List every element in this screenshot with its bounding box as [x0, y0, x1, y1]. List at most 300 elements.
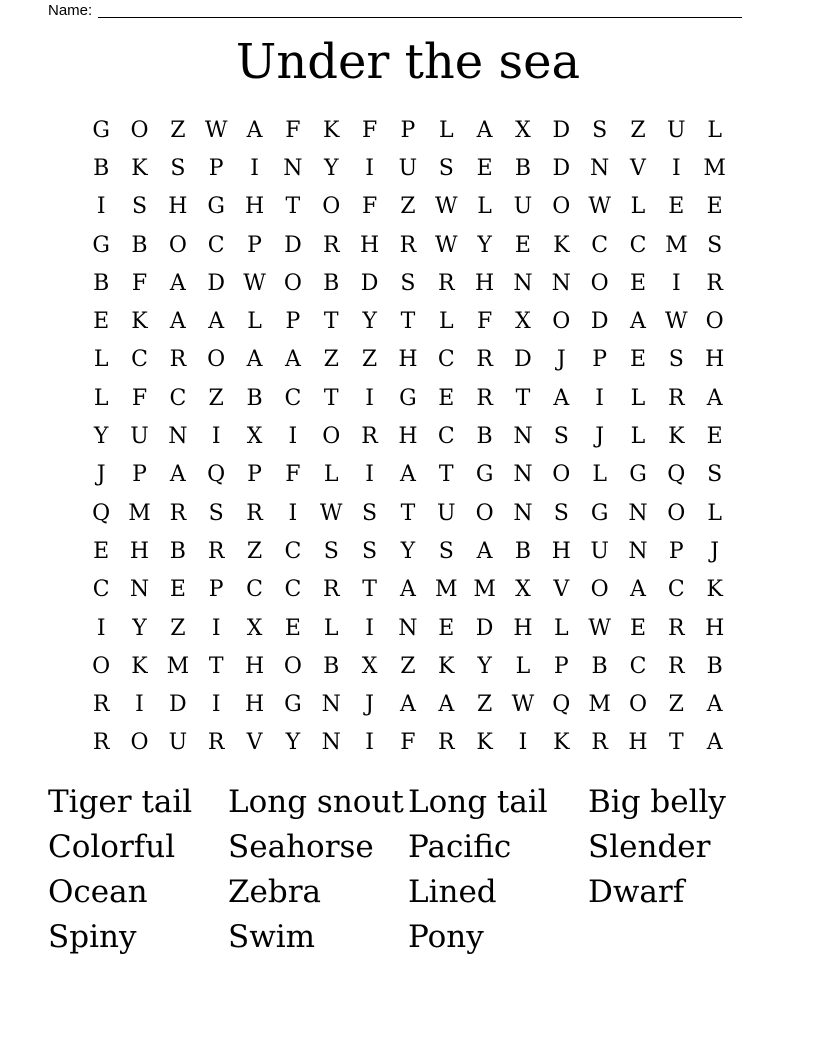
grid-cell[interactable]: Z	[400, 653, 416, 679]
grid-cell[interactable]: B	[169, 538, 186, 564]
grid-cell[interactable]: N	[398, 615, 418, 641]
grid-cell[interactable]: O	[283, 270, 302, 296]
word-list-item: Slender	[588, 829, 711, 865]
grid-cell[interactable]: O	[322, 194, 341, 220]
grid-cell[interactable]: B	[476, 424, 493, 450]
grid-cell[interactable]: O	[552, 462, 571, 488]
word-list-item: Seahorse	[228, 829, 374, 865]
grid-cell[interactable]: R	[476, 385, 493, 411]
grid-cell[interactable]: R	[92, 730, 110, 756]
grid-cell[interactable]: I	[365, 155, 374, 181]
grid-cell[interactable]: H	[475, 270, 495, 296]
grid-cell[interactable]: E	[93, 309, 110, 335]
grid-cell[interactable]: L	[630, 194, 646, 220]
grid-cell[interactable]: I	[671, 155, 681, 181]
grid-cell[interactable]: H	[705, 615, 725, 641]
grid-cell[interactable]: H	[129, 538, 150, 564]
grid-cell[interactable]: D	[360, 270, 379, 296]
grid-cell[interactable]: R	[668, 615, 685, 641]
grid-cell[interactable]: M	[473, 577, 496, 603]
grid-cell[interactable]: S	[553, 424, 569, 450]
grid-cell[interactable]: Q	[92, 500, 111, 526]
grid-cell[interactable]: N	[283, 155, 303, 181]
name-underline[interactable]	[98, 3, 742, 18]
grid-cell[interactable]: A	[706, 385, 723, 411]
grid-cell[interactable]: H	[705, 347, 725, 373]
grid-cell[interactable]: R	[668, 385, 685, 411]
grid-cell[interactable]: P	[668, 538, 684, 564]
grid-cell[interactable]: N	[129, 577, 150, 603]
grid-cell[interactable]: D	[284, 232, 302, 258]
grid-cell[interactable]: N	[628, 538, 648, 564]
grid-cell[interactable]: L	[630, 424, 646, 450]
grid-cell[interactable]: C	[169, 385, 187, 411]
grid-cell[interactable]: A	[438, 692, 455, 718]
grid-cell[interactable]: L	[477, 194, 492, 220]
grid-cell[interactable]: F	[476, 309, 493, 335]
grid-cell[interactable]: O	[705, 309, 724, 335]
grid-cell[interactable]: X	[246, 424, 263, 450]
grid-cell[interactable]: N	[513, 424, 533, 450]
grid-cell[interactable]: K	[131, 155, 148, 181]
grid-cell[interactable]: U	[130, 424, 149, 450]
grid-cell[interactable]: I	[365, 730, 374, 756]
grid-cell[interactable]: T	[285, 194, 301, 220]
grid-cell[interactable]: L	[707, 500, 722, 526]
grid-cell[interactable]: S	[400, 270, 416, 296]
grid-cell[interactable]: M	[703, 155, 726, 181]
grid-cell[interactable]: C	[284, 577, 302, 603]
grid-cell[interactable]: P	[208, 155, 224, 181]
grid-cell[interactable]: O	[92, 653, 111, 679]
grid-cell[interactable]: Y	[362, 309, 377, 335]
grid-cell[interactable]: K	[706, 577, 723, 603]
grid-cell[interactable]: C	[667, 577, 685, 603]
grid-cell[interactable]: O	[552, 309, 571, 335]
grid-cell[interactable]: A	[169, 309, 186, 335]
grid-cell[interactable]: T	[400, 500, 416, 526]
grid-cell[interactable]: A	[476, 117, 493, 143]
grid-cell[interactable]: A	[399, 692, 416, 718]
grid-cell[interactable]: X	[515, 117, 531, 143]
grid-cell[interactable]: A	[284, 347, 301, 373]
grid-cell[interactable]: V	[246, 730, 263, 756]
grid-cell[interactable]: S	[131, 194, 148, 220]
grid-cell[interactable]: Y	[132, 615, 147, 641]
grid-cell[interactable]: W	[434, 194, 458, 220]
grid-cell[interactable]: W	[434, 232, 458, 258]
grid-cell[interactable]: W	[588, 194, 611, 220]
grid-cell[interactable]: S	[362, 500, 378, 526]
name-label: Name:	[48, 2, 93, 19]
grid-cell[interactable]: Z	[630, 117, 646, 143]
grid-cell[interactable]: K	[323, 117, 340, 143]
grid-cell[interactable]: L	[323, 462, 339, 488]
grid-cell[interactable]: S	[323, 538, 339, 564]
grid-cell[interactable]: O	[130, 730, 149, 756]
grid-cell[interactable]: H	[551, 538, 571, 564]
grid-cell[interactable]: C	[284, 385, 302, 411]
grid-cell[interactable]: Z	[400, 194, 416, 220]
grid-cell[interactable]: H	[513, 615, 533, 641]
grid-cell[interactable]: V	[553, 577, 570, 603]
grid-cell[interactable]: A	[169, 270, 186, 296]
grid-cell[interactable]: K	[553, 232, 570, 258]
grid-cell[interactable]: S	[707, 462, 723, 488]
grid-cell[interactable]: N	[513, 500, 533, 526]
grid-cell[interactable]: R	[207, 730, 225, 756]
grid-cell[interactable]: O	[322, 424, 341, 450]
grid-cell[interactable]: L	[438, 117, 454, 143]
grid-cell[interactable]: R	[169, 347, 187, 373]
grid-cell[interactable]: H	[244, 692, 265, 718]
grid-cell[interactable]: P	[553, 653, 569, 679]
grid-cell[interactable]: W	[665, 309, 688, 335]
grid-cell[interactable]: L	[515, 653, 531, 679]
word-list-item: Pony	[408, 919, 484, 955]
grid-cell[interactable]: P	[247, 462, 262, 488]
grid-cell[interactable]: O	[283, 653, 302, 679]
grid-cell[interactable]: I	[365, 615, 374, 641]
grid-cell[interactable]: A	[399, 462, 416, 488]
grid-cell[interactable]: Y	[400, 538, 416, 564]
grid-cell[interactable]: O	[168, 232, 187, 258]
grid-cell[interactable]: G	[92, 117, 110, 143]
grid-cell[interactable]: B	[323, 270, 340, 296]
grid-cell[interactable]: F	[131, 270, 148, 296]
grid-cell[interactable]: C	[629, 653, 647, 679]
grid-cell[interactable]: P	[208, 577, 224, 603]
grid-cell[interactable]: A	[208, 309, 225, 335]
grid-cell[interactable]: S	[707, 232, 723, 258]
grid-cell[interactable]: N	[513, 270, 533, 296]
grid-cell[interactable]: L	[247, 309, 262, 335]
grid-cell[interactable]: E	[668, 194, 685, 220]
grid-cell[interactable]: R	[706, 270, 723, 296]
grid-cell[interactable]: E	[629, 347, 647, 373]
grid-cell[interactable]: I	[96, 194, 106, 220]
grid-cell[interactable]: L	[323, 615, 339, 641]
grid-cell[interactable]: N	[551, 270, 571, 296]
grid-cell[interactable]: N	[321, 730, 341, 756]
grid-cell[interactable]: I	[211, 615, 221, 641]
grid-cell[interactable]: E	[438, 615, 455, 641]
grid-cell[interactable]: T	[438, 462, 454, 488]
grid-cell[interactable]: Q	[667, 462, 686, 488]
grid-cell[interactable]: E	[284, 615, 301, 641]
grid-cell[interactable]: D	[552, 117, 571, 143]
grid-cell[interactable]: O	[130, 117, 149, 143]
grid-cell[interactable]: R	[476, 347, 493, 373]
grid-cell[interactable]: D	[169, 692, 187, 718]
grid-cell[interactable]: W	[204, 117, 228, 143]
grid-cell[interactable]: P	[132, 462, 147, 488]
grid-cell[interactable]: O	[590, 577, 609, 603]
grid-cell[interactable]: F	[285, 462, 301, 488]
grid-cell[interactable]: Y	[285, 730, 301, 756]
grid-cell[interactable]: E	[93, 538, 110, 564]
grid-cell[interactable]: O	[207, 347, 226, 373]
grid-cell[interactable]: C	[284, 538, 302, 564]
grid-cell[interactable]: M	[166, 653, 190, 679]
grid-cell[interactable]: X	[515, 577, 531, 603]
grid-cell[interactable]: A	[553, 385, 570, 411]
grid-cell[interactable]: L	[93, 385, 109, 411]
grid-cell[interactable]: R	[92, 692, 110, 718]
grid-cell[interactable]: B	[93, 270, 110, 296]
grid-cell[interactable]: G	[284, 692, 302, 718]
grid-cell[interactable]: U	[513, 194, 533, 220]
grid-cell[interactable]: A	[476, 538, 493, 564]
grid-cell[interactable]: R	[246, 500, 263, 526]
grid-cell[interactable]: R	[169, 500, 187, 526]
grid-cell[interactable]: G	[207, 194, 225, 220]
grid-cell[interactable]: A	[706, 730, 723, 756]
grid-cell[interactable]: G	[399, 385, 417, 411]
grid-cell[interactable]: C	[629, 232, 647, 258]
grid-cell[interactable]: C	[437, 424, 455, 450]
grid-cell[interactable]: G	[92, 232, 110, 258]
grid-cell[interactable]: J	[556, 347, 566, 373]
grid-cell[interactable]: X	[361, 653, 378, 679]
grid-cell[interactable]: E	[438, 385, 455, 411]
grid-cell[interactable]: E	[629, 615, 647, 641]
grid-cell[interactable]: H	[398, 347, 418, 373]
grid-cell[interactable]: X	[246, 615, 263, 641]
grid-cell[interactable]: T	[323, 309, 339, 335]
grid-cell[interactable]: Q	[207, 462, 226, 488]
grid-cell[interactable]: B	[514, 155, 532, 181]
grid-cell[interactable]: P	[285, 309, 301, 335]
grid-cell[interactable]: I	[211, 692, 221, 718]
grid-cell[interactable]: A	[706, 692, 723, 718]
grid-cell[interactable]: B	[246, 385, 263, 411]
grid-cell[interactable]: O	[667, 500, 686, 526]
grid-cell[interactable]: T	[323, 385, 339, 411]
grid-cell[interactable]: G	[629, 462, 647, 488]
grid-cell[interactable]: R	[361, 424, 378, 450]
grid-cell[interactable]: D	[514, 347, 532, 373]
grid-cell[interactable]: W	[511, 692, 535, 718]
grid-cell[interactable]: M	[665, 232, 688, 258]
grid-cell[interactable]: S	[438, 155, 454, 181]
grid-cell[interactable]: S	[362, 538, 378, 564]
grid-cell[interactable]: J	[365, 692, 374, 718]
grid-cell[interactable]: K	[553, 730, 570, 756]
grid-cell[interactable]: F	[131, 385, 148, 411]
grid-cell[interactable]: D	[590, 309, 609, 335]
word-list-item: Pacific	[408, 829, 512, 865]
grid-cell[interactable]: X	[515, 309, 531, 335]
grid-cell[interactable]: M	[435, 577, 458, 603]
grid-cell[interactable]: U	[398, 155, 418, 181]
grid-cell[interactable]: R	[437, 730, 455, 756]
grid-cell[interactable]: R	[591, 730, 608, 756]
grid-cell[interactable]: R	[322, 232, 340, 258]
grid-cell[interactable]: U	[590, 538, 609, 564]
name-field[interactable]	[48, 0, 742, 18]
grid-cell[interactable]: Z	[323, 347, 339, 373]
grid-cell[interactable]: N	[168, 424, 188, 450]
grid-cell[interactable]: P	[400, 117, 416, 143]
grid-cell[interactable]: C	[131, 347, 148, 373]
grid-cell[interactable]: N	[590, 155, 610, 181]
grid-cell[interactable]: W	[319, 500, 343, 526]
grid-cell[interactable]: Y	[477, 232, 492, 258]
grid-cell[interactable]: E	[706, 194, 723, 220]
grid-cell[interactable]: I	[365, 385, 374, 411]
grid-cell[interactable]: N	[628, 500, 648, 526]
grid-cell[interactable]: D	[207, 270, 226, 296]
grid-cell[interactable]: P	[247, 232, 262, 258]
grid-cell[interactable]: W	[588, 615, 611, 641]
grid-cell[interactable]: I	[211, 424, 221, 450]
grid-cell[interactable]: S	[438, 538, 454, 564]
grid-cell[interactable]: I	[96, 615, 106, 641]
grid-cell[interactable]: E	[629, 270, 647, 296]
grid-cell[interactable]: Z	[170, 117, 186, 143]
grid-cell[interactable]: J	[96, 462, 106, 488]
grid-cell[interactable]: H	[168, 194, 188, 220]
grid-cell[interactable]: U	[436, 500, 456, 526]
grid-cell[interactable]: U	[667, 117, 686, 143]
grid-cell[interactable]: V	[630, 155, 646, 181]
grid-cell[interactable]: M	[588, 692, 611, 718]
grid-cell[interactable]: R	[322, 577, 340, 603]
grid-cell[interactable]: Z	[208, 385, 224, 411]
grid-cell[interactable]: K	[668, 424, 685, 450]
grid-cell[interactable]: Z	[668, 692, 684, 718]
grid-cell[interactable]: H	[359, 232, 380, 258]
grid-cell[interactable]: C	[207, 232, 225, 258]
grid-cell[interactable]: D	[552, 155, 571, 181]
grid-cell[interactable]: A	[246, 347, 263, 373]
grid-cell[interactable]: Y	[477, 653, 492, 679]
grid-cell[interactable]: F	[400, 730, 416, 756]
grid-cell[interactable]: I	[135, 692, 144, 718]
grid-cell[interactable]: T	[515, 385, 531, 411]
grid-cell[interactable]: F	[285, 117, 301, 143]
grid-cell[interactable]: I	[365, 462, 374, 488]
grid-cell[interactable]: H	[398, 424, 418, 450]
grid-cell[interactable]: C	[591, 232, 609, 258]
grid-cell[interactable]: M	[128, 500, 151, 526]
grid-cell[interactable]: L	[438, 309, 454, 335]
grid-cell[interactable]: A	[630, 309, 646, 335]
grid-cell[interactable]: G	[590, 500, 609, 526]
grid-cell[interactable]: L	[592, 462, 607, 488]
grid-cell[interactable]: Z	[170, 615, 186, 641]
grid-cell[interactable]: S	[553, 500, 569, 526]
grid-cell[interactable]: L	[93, 347, 109, 373]
grid-cell[interactable]: A	[246, 117, 263, 143]
grid-cell[interactable]: L	[707, 117, 722, 143]
word-list-item: Lined	[408, 874, 497, 910]
grid-cell[interactable]: R	[207, 538, 225, 564]
grid-cell[interactable]: B	[323, 653, 340, 679]
grid-cell[interactable]: R	[668, 653, 685, 679]
grid-cell[interactable]: I	[288, 424, 298, 450]
word-list	[48, 780, 768, 960]
grid-cell[interactable]: E	[514, 232, 531, 258]
grid-cell[interactable]: K	[438, 653, 455, 679]
grid-cell[interactable]: Z	[476, 692, 493, 718]
grid-cell[interactable]: R	[399, 232, 417, 258]
grid-cell[interactable]: T	[668, 730, 684, 756]
grid-cell[interactable]: F	[361, 194, 378, 220]
grid-cell[interactable]: N	[513, 462, 533, 488]
grid-cell[interactable]: F	[361, 117, 378, 143]
grid-cell[interactable]: Y	[323, 155, 339, 181]
grid-cell[interactable]: S	[592, 117, 608, 143]
grid-cell[interactable]: H	[244, 653, 265, 679]
grid-cell[interactable]: I	[671, 270, 681, 296]
grid-cell[interactable]: C	[437, 347, 455, 373]
grid-cell[interactable]: Q	[552, 692, 571, 718]
grid-cell[interactable]: C	[246, 577, 263, 603]
grid-cell[interactable]: K	[131, 309, 148, 335]
grid-cell[interactable]: O	[628, 692, 647, 718]
grid-cell[interactable]: B	[591, 653, 608, 679]
grid-cell[interactable]: T	[362, 577, 377, 603]
grid-cell[interactable]: A	[630, 577, 646, 603]
grid-cell[interactable]: E	[706, 424, 723, 450]
word-list-item: Tiger tail	[48, 784, 193, 820]
grid-cell[interactable]: A	[169, 462, 186, 488]
grid-cell[interactable]: P	[592, 347, 608, 373]
grid-cell[interactable]: K	[476, 730, 493, 756]
grid-cell[interactable]: I	[518, 730, 528, 756]
grid-cell[interactable]: Z	[246, 538, 263, 564]
grid-cell[interactable]: B	[706, 653, 723, 679]
grid-cell[interactable]: K	[131, 653, 148, 679]
grid-cell[interactable]: Y	[93, 424, 109, 450]
grid-cell[interactable]: R	[437, 270, 455, 296]
grid-cell[interactable]: B	[93, 155, 110, 181]
grid-cell[interactable]: H	[628, 730, 648, 756]
grid-cell[interactable]: J	[710, 538, 720, 564]
grid-cell[interactable]: S	[668, 347, 684, 373]
grid-cell[interactable]: Z	[361, 347, 378, 373]
grid-cell[interactable]: S	[208, 500, 224, 526]
grid-cell[interactable]: E	[169, 577, 186, 603]
grid-cell[interactable]: L	[553, 615, 569, 641]
grid-cell[interactable]: N	[321, 692, 341, 718]
grid-cell[interactable]: W	[243, 270, 266, 296]
grid-cell[interactable]: H	[244, 194, 265, 220]
grid-cell[interactable]: E	[476, 155, 493, 181]
grid-cell[interactable]: I	[250, 155, 259, 181]
grid-cell[interactable]: B	[131, 232, 148, 258]
grid-cell[interactable]: J	[595, 424, 605, 450]
grid-cell[interactable]: D	[475, 615, 494, 641]
grid-cell[interactable]: B	[514, 538, 532, 564]
grid-cell[interactable]: O	[475, 500, 494, 526]
grid-cell[interactable]: O	[590, 270, 609, 296]
grid-cell[interactable]: G	[475, 462, 494, 488]
grid-cell[interactable]: A	[399, 577, 416, 603]
grid-cell[interactable]: I	[288, 500, 298, 526]
grid-cell[interactable]: T	[208, 653, 224, 679]
grid-cell[interactable]: C	[92, 577, 110, 603]
word-list-item: Long snout	[228, 784, 404, 820]
grid-cell[interactable]: T	[400, 309, 416, 335]
grid-cell[interactable]: L	[630, 385, 646, 411]
grid-cell[interactable]: U	[168, 730, 188, 756]
grid-cell[interactable]: I	[595, 385, 604, 411]
grid-cell[interactable]: S	[170, 155, 186, 181]
grid-cell[interactable]: O	[552, 194, 571, 220]
